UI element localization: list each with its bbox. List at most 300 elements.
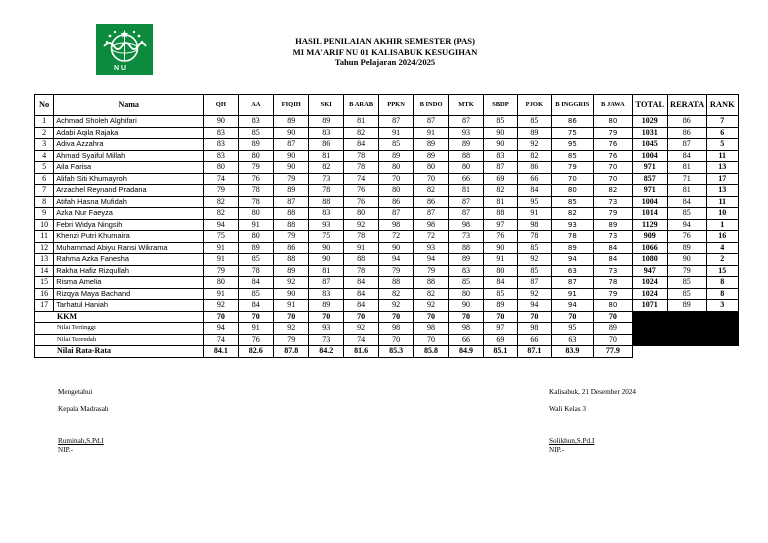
score-cell: 82 <box>379 288 413 300</box>
max-value: 92 <box>343 323 378 335</box>
total-cell: 909 <box>632 231 667 243</box>
score-cell: 74 <box>343 173 378 185</box>
score-cell: 91 <box>483 254 517 266</box>
max-value: 91 <box>238 323 273 335</box>
total-cell: 1014 <box>632 208 667 220</box>
kkm-value: 70 <box>449 311 483 323</box>
score-cell: 80 <box>449 288 483 300</box>
score-cell: 88 <box>413 277 448 289</box>
score-cell: 66 <box>518 173 551 185</box>
score-cell: 87 <box>483 162 517 174</box>
table-row <box>35 242 739 254</box>
kkm-row <box>35 311 739 323</box>
col-header: PPKN <box>379 95 413 116</box>
min-value: 63 <box>551 334 594 346</box>
mean-value: 87.8 <box>274 346 309 358</box>
max-value: 97 <box>483 323 517 335</box>
score-cell: 94 <box>518 300 551 312</box>
average-cell: 87 <box>668 139 706 151</box>
rank-cell: 2 <box>706 254 738 266</box>
score-cell: 85 <box>238 127 273 139</box>
score-cell: 98 <box>379 219 413 231</box>
header-row <box>35 95 739 116</box>
teacher-role: Wali Kelas 3 <box>549 405 586 413</box>
score-cell: 79 <box>551 162 594 174</box>
blank-cell <box>668 311 706 323</box>
score-cell: 89 <box>238 242 273 254</box>
score-cell: 87 <box>379 208 413 220</box>
min-row <box>35 334 739 346</box>
total-cell: 1024 <box>632 277 667 289</box>
total-cell: 971 <box>632 162 667 174</box>
blank-cell <box>668 323 706 335</box>
score-cell: 91 <box>204 242 238 254</box>
total-cell: 1004 <box>632 196 667 208</box>
score-cell: 85 <box>518 265 551 277</box>
score-cell: 89 <box>551 242 594 254</box>
rank-cell: 10 <box>706 208 738 220</box>
score-cell: 82 <box>309 162 343 174</box>
score-cell: 80 <box>449 162 483 174</box>
score-cell: 91 <box>238 219 273 231</box>
mean-value: 85.3 <box>379 346 413 358</box>
student-name: Adiva Azzahra <box>54 139 204 151</box>
average-cell: 85 <box>668 277 706 289</box>
col-header: FIQIH <box>274 95 309 116</box>
score-cell: 83 <box>309 208 343 220</box>
score-cell: 93 <box>449 127 483 139</box>
score-cell: 87 <box>449 116 483 128</box>
score-cell: 87 <box>413 116 448 128</box>
table-row <box>35 196 739 208</box>
score-cell: 81 <box>309 265 343 277</box>
rank-cell: 5 <box>706 139 738 151</box>
score-cell: 80 <box>238 150 273 162</box>
score-cell: 66 <box>449 173 483 185</box>
average-cell: 85 <box>668 288 706 300</box>
score-cell: 83 <box>238 116 273 128</box>
score-cell: 87 <box>309 277 343 289</box>
mean-value: 85.8 <box>413 346 448 358</box>
row-number: 15 <box>35 277 54 289</box>
score-cell: 87 <box>449 196 483 208</box>
max-value: 95 <box>551 323 594 335</box>
score-cell: 63 <box>551 265 594 277</box>
score-cell: 84 <box>343 288 378 300</box>
rank-cell: 1 <box>706 219 738 231</box>
min-value: 66 <box>518 334 551 346</box>
score-cell: 85 <box>518 242 551 254</box>
student-rows <box>35 116 739 312</box>
score-cell: 94 <box>551 254 594 266</box>
kkm-value: 70 <box>274 311 309 323</box>
score-cell: 81 <box>343 116 378 128</box>
score-cell: 81 <box>483 196 517 208</box>
mean-value: 83.9 <box>551 346 594 358</box>
score-cell: 72 <box>379 231 413 243</box>
rank-cell: 13 <box>706 185 738 197</box>
score-cell: 78 <box>343 162 378 174</box>
mean-value: 77.9 <box>594 346 632 358</box>
principal-name: Ruminah,S.Pd.I <box>58 437 104 445</box>
score-cell: 91 <box>204 254 238 266</box>
min-value: 79 <box>274 334 309 346</box>
table-row <box>35 265 739 277</box>
score-cell: 89 <box>449 139 483 151</box>
total-cell: 971 <box>632 185 667 197</box>
min-value: 70 <box>413 334 448 346</box>
kkm-label: KKM <box>35 311 204 323</box>
score-cell: 91 <box>413 127 448 139</box>
score-cell: 94 <box>204 219 238 231</box>
row-number: 2 <box>35 127 54 139</box>
mean-value: 84.9 <box>449 346 483 358</box>
score-cell: 79 <box>204 185 238 197</box>
average-cell: 71 <box>668 173 706 185</box>
score-cell: 80 <box>204 277 238 289</box>
student-name: Rakha Hafiz Rizqullah <box>54 265 204 277</box>
row-number: 9 <box>35 208 54 220</box>
student-name: Alifah Siti Khumayroh <box>54 173 204 185</box>
score-cell: 79 <box>379 265 413 277</box>
score-cell: 86 <box>518 162 551 174</box>
col-header: SKI <box>309 95 343 116</box>
score-cell: 92 <box>518 288 551 300</box>
max-row <box>35 323 739 335</box>
score-cell: 89 <box>449 254 483 266</box>
score-cell: 82 <box>413 288 448 300</box>
table-row <box>35 162 739 174</box>
score-cell: 89 <box>274 185 309 197</box>
table-row <box>35 139 739 151</box>
average-cell: 85 <box>668 208 706 220</box>
score-cell: 83 <box>204 139 238 151</box>
score-cell: 84 <box>594 242 632 254</box>
score-cell: 87 <box>413 208 448 220</box>
signature-left <box>58 388 109 455</box>
score-cell: 88 <box>483 208 517 220</box>
signature-right <box>549 388 636 455</box>
max-value: 93 <box>309 323 343 335</box>
row-number: 17 <box>35 300 54 312</box>
nu-logo <box>96 24 153 75</box>
row-number: 11 <box>35 231 54 243</box>
min-value: 74 <box>204 334 238 346</box>
rank-cell: 3 <box>706 300 738 312</box>
total-cell: 1129 <box>632 219 667 231</box>
total-cell: 1004 <box>632 150 667 162</box>
report-title: HASIL PENILAIAN AKHIR SEMESTER (PAS) <box>295 36 475 46</box>
average-cell: 84 <box>668 150 706 162</box>
score-cell: 79 <box>594 208 632 220</box>
score-cell: 84 <box>238 300 273 312</box>
kkm-value: 70 <box>379 311 413 323</box>
rank-cell: 8 <box>706 277 738 289</box>
score-cell: 85 <box>449 277 483 289</box>
score-cell: 85 <box>518 116 551 128</box>
student-name: Rizqya Maya Bachand <box>54 288 204 300</box>
score-cell: 90 <box>274 150 309 162</box>
col-header: RERATA <box>668 95 706 116</box>
score-cell: 91 <box>518 208 551 220</box>
score-cell: 87 <box>379 116 413 128</box>
rank-cell: 15 <box>706 265 738 277</box>
min-value: 70 <box>594 334 632 346</box>
min-value: 73 <box>309 334 343 346</box>
score-cell: 89 <box>238 139 273 151</box>
table-row <box>35 150 739 162</box>
logo-letters: N U <box>114 65 127 72</box>
row-number: 12 <box>35 242 54 254</box>
score-cell: 82 <box>483 185 517 197</box>
col-header: B INDO <box>413 95 448 116</box>
student-name: Azka Nur Faeyza <box>54 208 204 220</box>
rank-cell: 13 <box>706 162 738 174</box>
score-cell: 80 <box>483 265 517 277</box>
score-cell: 70 <box>594 162 632 174</box>
principal-nip: NIP.- <box>58 446 73 454</box>
score-cell: 76 <box>238 173 273 185</box>
score-cell: 90 <box>274 288 309 300</box>
score-cell: 83 <box>309 127 343 139</box>
row-number: 5 <box>35 162 54 174</box>
score-cell: 70 <box>379 173 413 185</box>
score-cell: 76 <box>594 139 632 151</box>
score-cell: 86 <box>413 196 448 208</box>
score-cell: 80 <box>594 116 632 128</box>
rank-cell: 8 <box>706 288 738 300</box>
score-cell: 70 <box>551 173 594 185</box>
score-cell: 70 <box>413 173 448 185</box>
score-cell: 90 <box>483 127 517 139</box>
score-cell: 90 <box>483 139 517 151</box>
score-cell: 79 <box>274 231 309 243</box>
score-cell: 87 <box>274 139 309 151</box>
kkm-value: 70 <box>343 311 378 323</box>
total-cell: 1066 <box>632 242 667 254</box>
score-cell: 92 <box>518 254 551 266</box>
score-cell: 80 <box>594 300 632 312</box>
min-value: 69 <box>483 334 517 346</box>
score-cell: 78 <box>343 231 378 243</box>
row-number: 16 <box>35 288 54 300</box>
table-row <box>35 219 739 231</box>
score-cell: 89 <box>413 139 448 151</box>
score-cell: 87 <box>449 208 483 220</box>
mean-value: 84.1 <box>204 346 238 358</box>
empty-cell <box>632 346 738 358</box>
row-number: 14 <box>35 265 54 277</box>
score-cell: 79 <box>413 265 448 277</box>
score-cell: 84 <box>238 277 273 289</box>
academic-year: Tahun Pelajaran 2024/2025 <box>334 57 436 67</box>
score-cell: 75 <box>204 231 238 243</box>
score-cell: 90 <box>309 242 343 254</box>
score-cell: 90 <box>204 116 238 128</box>
score-cell: 73 <box>594 196 632 208</box>
kkm-value: 70 <box>483 311 517 323</box>
blank-cell <box>668 334 706 346</box>
min-value: 66 <box>449 334 483 346</box>
score-cell: 88 <box>449 150 483 162</box>
col-header: Nama <box>54 95 204 116</box>
score-cell: 90 <box>274 127 309 139</box>
score-cell: 91 <box>551 288 594 300</box>
score-cell: 90 <box>483 242 517 254</box>
report-header <box>200 36 570 68</box>
score-cell: 91 <box>343 242 378 254</box>
row-number: 7 <box>35 185 54 197</box>
score-cell: 78 <box>238 265 273 277</box>
rank-cell: 4 <box>706 242 738 254</box>
score-cell: 95 <box>551 139 594 151</box>
row-number: 6 <box>35 173 54 185</box>
rank-cell: 16 <box>706 231 738 243</box>
score-cell: 88 <box>379 277 413 289</box>
score-cell: 82 <box>551 208 594 220</box>
score-cell: 84 <box>594 254 632 266</box>
grades-table <box>34 94 739 358</box>
max-value: 98 <box>379 323 413 335</box>
score-cell: 82 <box>204 208 238 220</box>
row-number: 1 <box>35 116 54 128</box>
score-cell: 78 <box>518 231 551 243</box>
score-cell: 93 <box>413 242 448 254</box>
score-cell: 79 <box>594 288 632 300</box>
student-name: Achmad Sholeh Alghifari <box>54 116 204 128</box>
student-name: Atifah Hasna Mufidah <box>54 196 204 208</box>
blank-cell <box>632 334 667 346</box>
score-cell: 76 <box>343 196 378 208</box>
score-cell: 89 <box>518 127 551 139</box>
score-cell: 83 <box>204 150 238 162</box>
average-cell: 94 <box>668 219 706 231</box>
max-value: 92 <box>274 323 309 335</box>
max-value: 98 <box>518 323 551 335</box>
average-cell: 90 <box>668 254 706 266</box>
score-cell: 88 <box>274 208 309 220</box>
total-cell: 1071 <box>632 300 667 312</box>
average-cell: 81 <box>668 185 706 197</box>
score-cell: 93 <box>551 219 594 231</box>
score-cell: 98 <box>449 219 483 231</box>
score-cell: 80 <box>379 185 413 197</box>
mean-label: Nilai Rata-Rata <box>35 346 204 358</box>
score-cell: 83 <box>309 288 343 300</box>
col-header: B ARAB <box>343 95 378 116</box>
mean-value: 84.2 <box>309 346 343 358</box>
score-cell: 86 <box>379 196 413 208</box>
blank-cell <box>632 323 667 335</box>
kkm-value: 70 <box>551 311 594 323</box>
rank-cell: 7 <box>706 116 738 128</box>
total-cell: 1029 <box>632 116 667 128</box>
student-name: Ahmad Syaiful Millah <box>54 150 204 162</box>
average-cell: 89 <box>668 300 706 312</box>
score-cell: 94 <box>379 254 413 266</box>
teacher-name: Solikhun,S.Pd.I <box>549 437 595 445</box>
score-cell: 89 <box>379 150 413 162</box>
total-cell: 1024 <box>632 288 667 300</box>
table-row <box>35 185 739 197</box>
teacher-nip: NIP.- <box>549 446 564 454</box>
student-name: Muhammad Abiyu Ransi Wikrama <box>54 242 204 254</box>
score-cell: 97 <box>483 219 517 231</box>
max-label: Nilai Tertinggi <box>35 323 204 335</box>
table-row <box>35 208 739 220</box>
score-cell: 90 <box>309 254 343 266</box>
score-cell: 82 <box>518 150 551 162</box>
score-cell: 89 <box>274 116 309 128</box>
score-cell: 76 <box>594 150 632 162</box>
row-number: 13 <box>35 254 54 266</box>
col-header: No <box>35 95 54 116</box>
score-cell: 73 <box>449 231 483 243</box>
score-cell: 75 <box>551 127 594 139</box>
score-cell: 88 <box>274 219 309 231</box>
score-cell: 91 <box>379 127 413 139</box>
score-cell: 82 <box>343 127 378 139</box>
blank-cell <box>632 311 667 323</box>
col-header: B JAWA <box>594 95 632 116</box>
score-cell: 92 <box>379 300 413 312</box>
max-value: 98 <box>413 323 448 335</box>
score-cell: 80 <box>204 162 238 174</box>
average-cell: 84 <box>668 196 706 208</box>
col-header: SBDP <box>483 95 517 116</box>
score-cell: 78 <box>343 265 378 277</box>
max-value: 98 <box>449 323 483 335</box>
col-header: B INGGRIS <box>551 95 594 116</box>
score-cell: 89 <box>309 116 343 128</box>
score-cell: 80 <box>343 208 378 220</box>
score-cell: 82 <box>204 196 238 208</box>
row-number: 3 <box>35 139 54 151</box>
score-cell: 73 <box>594 231 632 243</box>
score-cell: 90 <box>274 162 309 174</box>
kkm-value: 70 <box>518 311 551 323</box>
score-cell: 70 <box>594 173 632 185</box>
kkm-value: 70 <box>594 311 632 323</box>
score-cell: 78 <box>238 185 273 197</box>
score-cell: 85 <box>551 196 594 208</box>
score-cell: 80 <box>238 208 273 220</box>
table-row <box>35 300 739 312</box>
blank-cell <box>706 311 738 323</box>
total-cell: 857 <box>632 173 667 185</box>
mean-value: 81.6 <box>343 346 378 358</box>
score-cell: 82 <box>594 185 632 197</box>
score-cell: 78 <box>309 185 343 197</box>
score-cell: 92 <box>274 277 309 289</box>
score-cell: 88 <box>309 196 343 208</box>
table-row <box>35 288 739 300</box>
score-cell: 98 <box>413 219 448 231</box>
score-cell: 84 <box>518 185 551 197</box>
col-header: QH <box>204 95 238 116</box>
score-cell: 83 <box>483 150 517 162</box>
kkm-value: 70 <box>309 311 343 323</box>
min-value: 70 <box>379 334 413 346</box>
principal-role: Kepala Madrasah <box>58 405 109 413</box>
score-cell: 88 <box>274 254 309 266</box>
score-cell: 89 <box>594 219 632 231</box>
score-cell: 69 <box>483 173 517 185</box>
total-cell: 1031 <box>632 127 667 139</box>
score-cell: 79 <box>238 162 273 174</box>
col-header: AA <box>238 95 273 116</box>
score-cell: 72 <box>413 231 448 243</box>
